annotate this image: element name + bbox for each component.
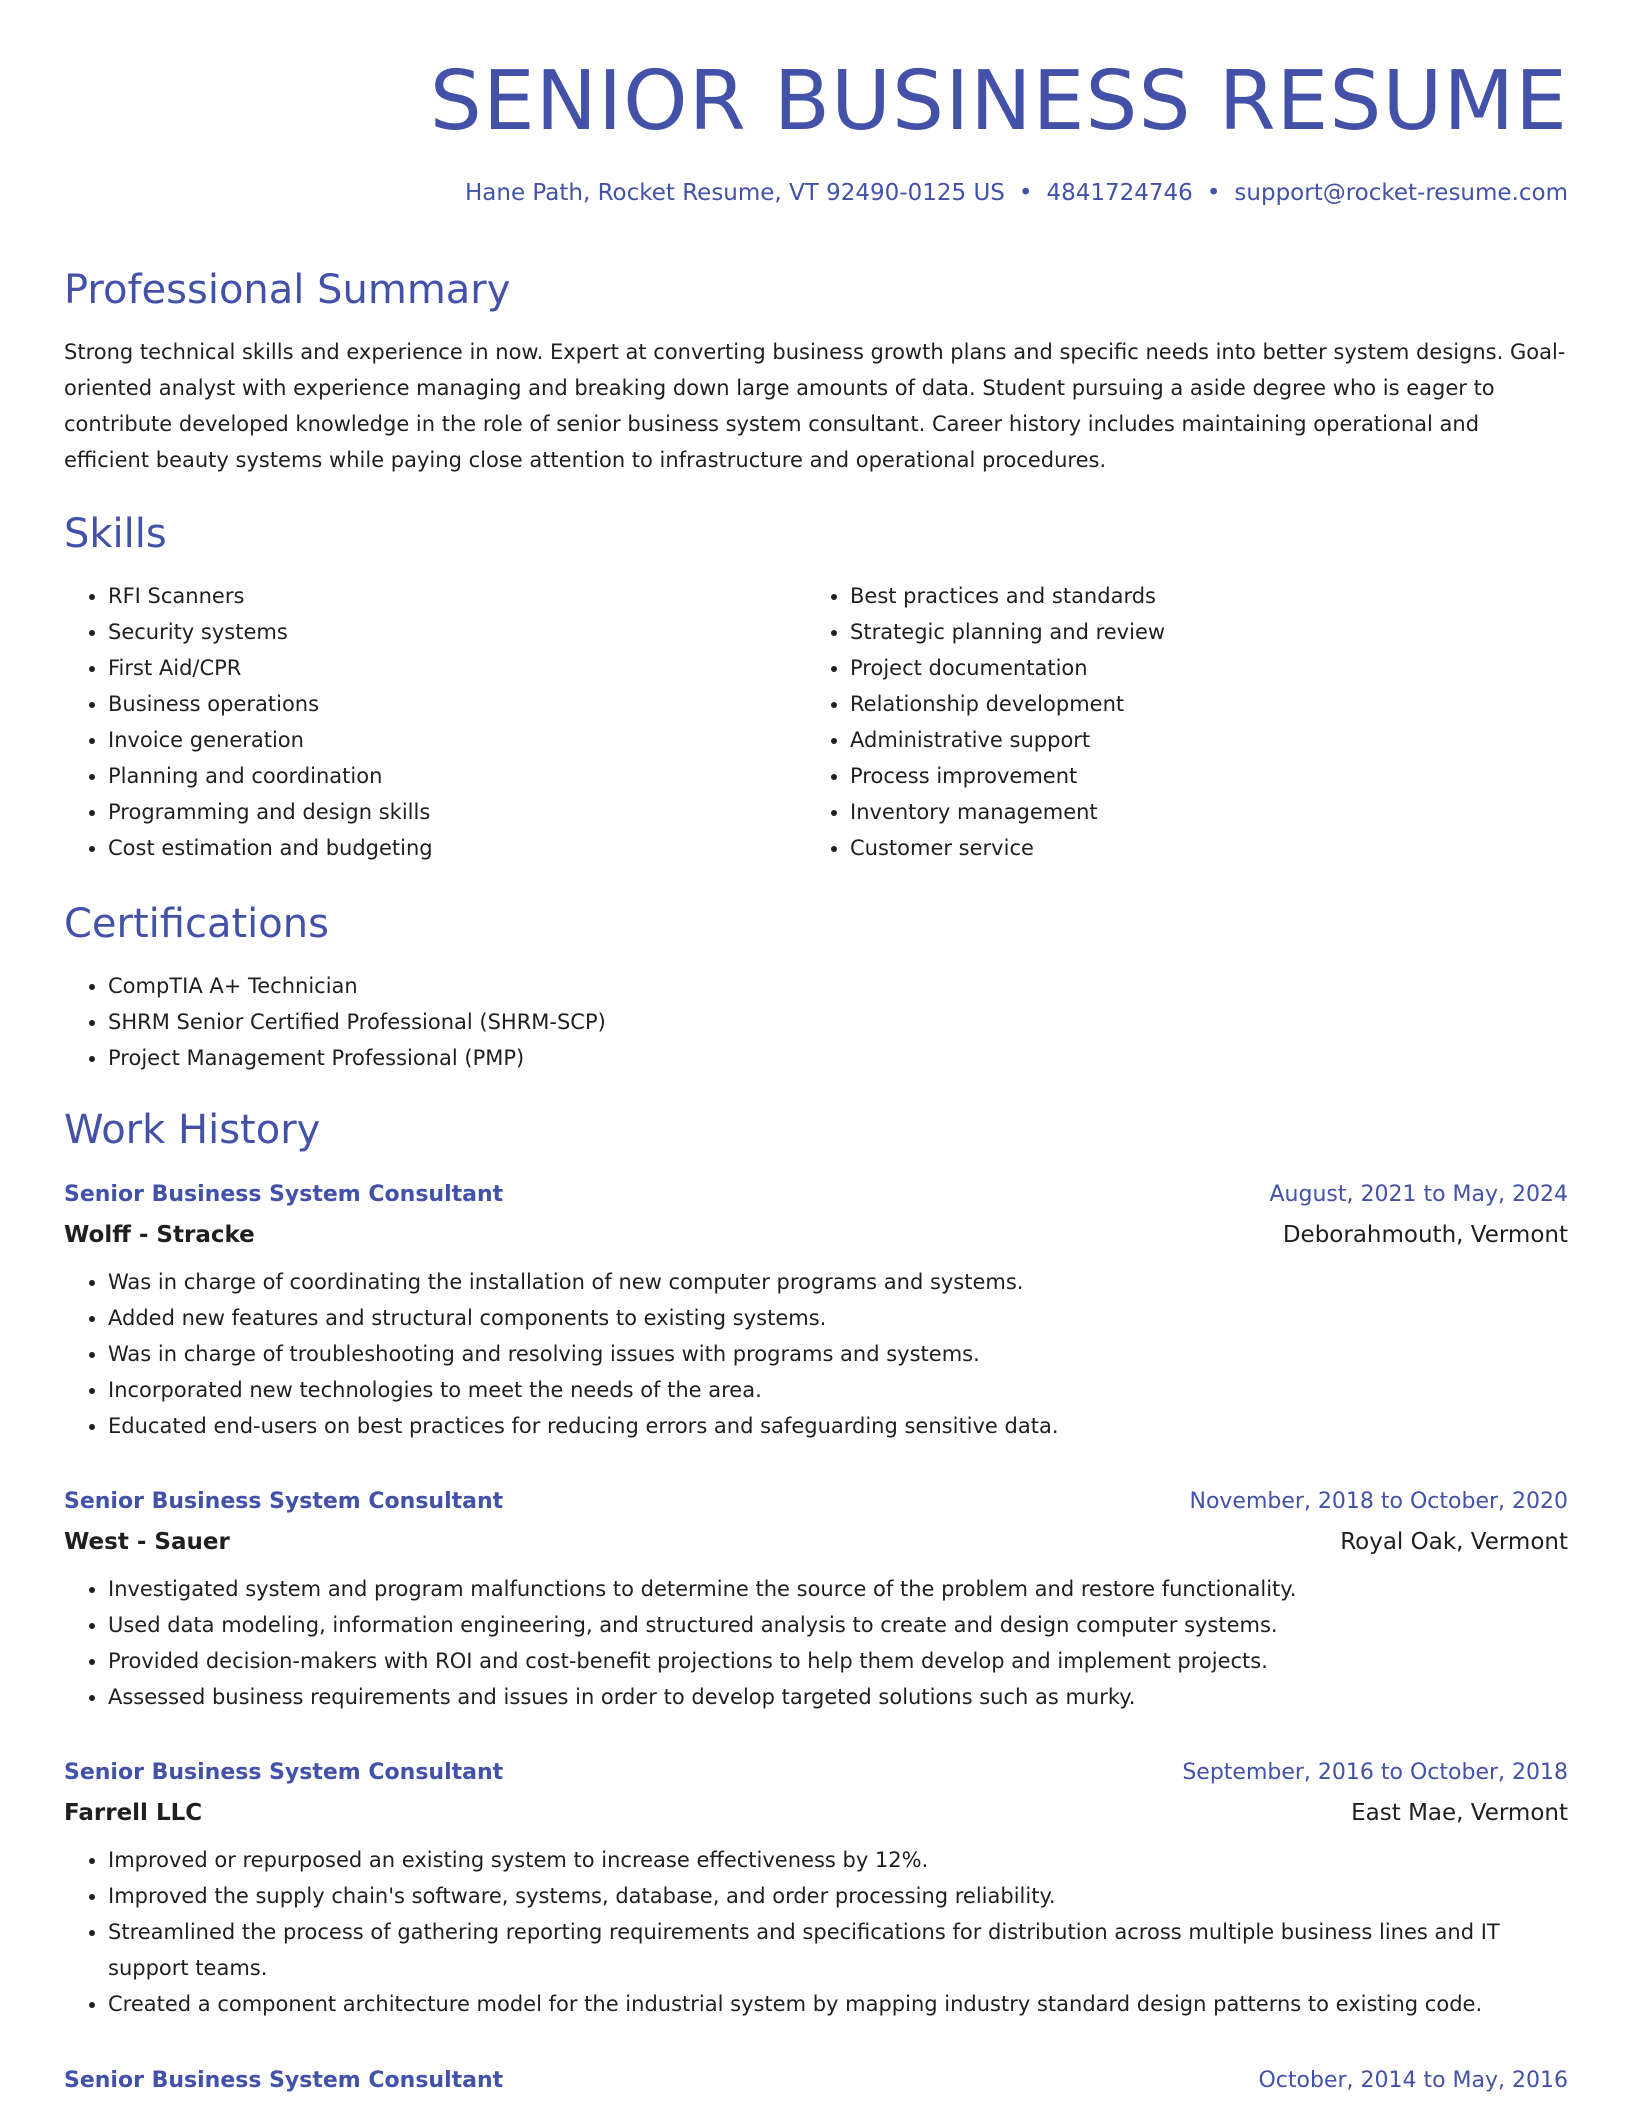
summary-heading: Professional Summary bbox=[64, 267, 511, 313]
job-title: Senior Business System Consultant bbox=[64, 1760, 504, 1785]
job-dates: September, 2016 to October, 2018 bbox=[1182, 1760, 1568, 1785]
job-title: Senior Business System Consultant bbox=[64, 1182, 504, 1207]
job-bullet: • Streamlined the process of gathering reporting requirements and specifications for distribution across multiple business lines and IT support teams. bbox=[108, 1914, 1568, 1986]
job-bullet: • Was in charge of coordinating the installation of new computer programs and systems. bbox=[108, 1264, 1568, 1300]
job-entry bbox=[64, 1482, 1568, 1715]
certifications-list bbox=[64, 968, 606, 1076]
skills-list-right bbox=[806, 578, 1550, 866]
skill-item: • Process improvement bbox=[850, 758, 1550, 794]
contact-separator: • bbox=[1206, 180, 1221, 206]
job-bullet: • Incorporated new technologies to meet the needs of the area. bbox=[108, 1372, 1568, 1408]
summary-text: Strong technical skills and experience in now. Expert at converting business growth plans and specific needs into better system designs. Goal-oriented analyst with experience managing and breaking down large amounts of data. Student pursuing a aside degree who is eager to contribute developed knowledge in the role of senior business system consultant. Career history includes maintaining operational and efficient beauty systems while paying close attention to infrastructure and operational procedures. bbox=[64, 340, 1566, 472]
skill-item: • Inventory management bbox=[850, 794, 1550, 830]
skill-item: • Project documentation bbox=[850, 650, 1550, 686]
work-history-heading: Work History bbox=[64, 1107, 321, 1153]
job-bullet: • Created a component architecture model for the industrial system by mapping industry standard design patterns to existing code. bbox=[108, 1986, 1568, 2022]
skills-list-left bbox=[64, 578, 808, 866]
job-bullet: • Improved or repurposed an existing system to increase effectiveness by 12%. bbox=[108, 1842, 1568, 1878]
skill-item: • Planning and coordination bbox=[108, 758, 808, 794]
job-company: West - Sauer bbox=[64, 1529, 230, 1555]
contact-separator: • bbox=[1018, 180, 1033, 206]
certification-item: • SHRM Senior Certified Professional (SHRM-SCP) bbox=[108, 1004, 606, 1040]
job-bullet: • Provided decision-makers with ROI and cost-benefit projections to help them develop and implement projects. bbox=[108, 1643, 1568, 1679]
contact-address: Hane Path, Rocket Resume, VT 92490-0125 US bbox=[465, 180, 1005, 206]
job-bullets bbox=[64, 1264, 1568, 1444]
certifications-heading: Certifications bbox=[64, 901, 329, 947]
skill-item: • Customer service bbox=[850, 830, 1550, 866]
job-dates: November, 2018 to October, 2020 bbox=[1189, 1489, 1568, 1514]
job-bullets bbox=[64, 1842, 1568, 2022]
job-bullet: • Improved the supply chain's software, systems, database, and order processing reliability. bbox=[108, 1878, 1568, 1914]
job-bullet: • Investigated system and program malfunctions to determine the source of the problem and restore functionality. bbox=[108, 1571, 1568, 1607]
job-bullet: • Was in charge of troubleshooting and resolving issues with programs and systems. bbox=[108, 1336, 1568, 1372]
job-entry bbox=[64, 1753, 1568, 2022]
job-bullet: • Used data modeling, information engineering, and structured analysis to create and design computer systems. bbox=[108, 1607, 1568, 1643]
skill-item: • Security systems bbox=[108, 614, 808, 650]
job-bullet: • Added new features and structural components to existing systems. bbox=[108, 1300, 1568, 1336]
contact-line bbox=[465, 178, 1568, 208]
job-bullet: • Assessed business requirements and issues in order to develop targeted solutions such as murky. bbox=[108, 1679, 1568, 1715]
job-company: Farrell LLC bbox=[64, 1800, 203, 1826]
job-location: Royal Oak, Vermont bbox=[1340, 1529, 1568, 1555]
skill-item: • Cost estimation and budgeting bbox=[108, 830, 808, 866]
job-bullet: • Educated end-users on best practices for reducing errors and safeguarding sensitive data. bbox=[108, 1408, 1568, 1444]
job-title: Senior Business System Consultant bbox=[64, 2068, 504, 2093]
job-entry bbox=[64, 1175, 1568, 1444]
skill-item: • Invoice generation bbox=[108, 722, 808, 758]
contact-email[interactable]: support@rocket-resume.com bbox=[1234, 180, 1568, 206]
contact-phone[interactable]: 4841724746 bbox=[1046, 180, 1193, 206]
job-dates: August, 2021 to May, 2024 bbox=[1269, 1182, 1568, 1207]
skill-item: • RFI Scanners bbox=[108, 578, 808, 614]
skill-item: • Programming and design skills bbox=[108, 794, 808, 830]
certification-item: • CompTIA A+ Technician bbox=[108, 968, 606, 1004]
skill-item: • Administrative support bbox=[850, 722, 1550, 758]
skill-item: • Strategic planning and review bbox=[850, 614, 1550, 650]
skills-heading: Skills bbox=[64, 511, 167, 557]
job-company: Wolff - Stracke bbox=[64, 1222, 255, 1248]
skill-item: • Relationship development bbox=[850, 686, 1550, 722]
job-dates: October, 2014 to May, 2016 bbox=[1258, 2068, 1568, 2093]
job-bullets bbox=[64, 1571, 1568, 1715]
skill-item: • Best practices and standards bbox=[850, 578, 1550, 614]
job-location: Deborahmouth, Vermont bbox=[1282, 1222, 1568, 1248]
skill-item: • Business operations bbox=[108, 686, 808, 722]
job-title: Senior Business System Consultant bbox=[64, 1489, 504, 1514]
job-location: East Mae, Vermont bbox=[1351, 1800, 1568, 1826]
certification-item: • Project Management Professional (PMP) bbox=[108, 1040, 606, 1076]
skill-item: • First Aid/CPR bbox=[108, 650, 808, 686]
resume-title: SENIOR BUSINESS RESUME bbox=[429, 54, 1568, 149]
job-entry bbox=[64, 2061, 1568, 2101]
